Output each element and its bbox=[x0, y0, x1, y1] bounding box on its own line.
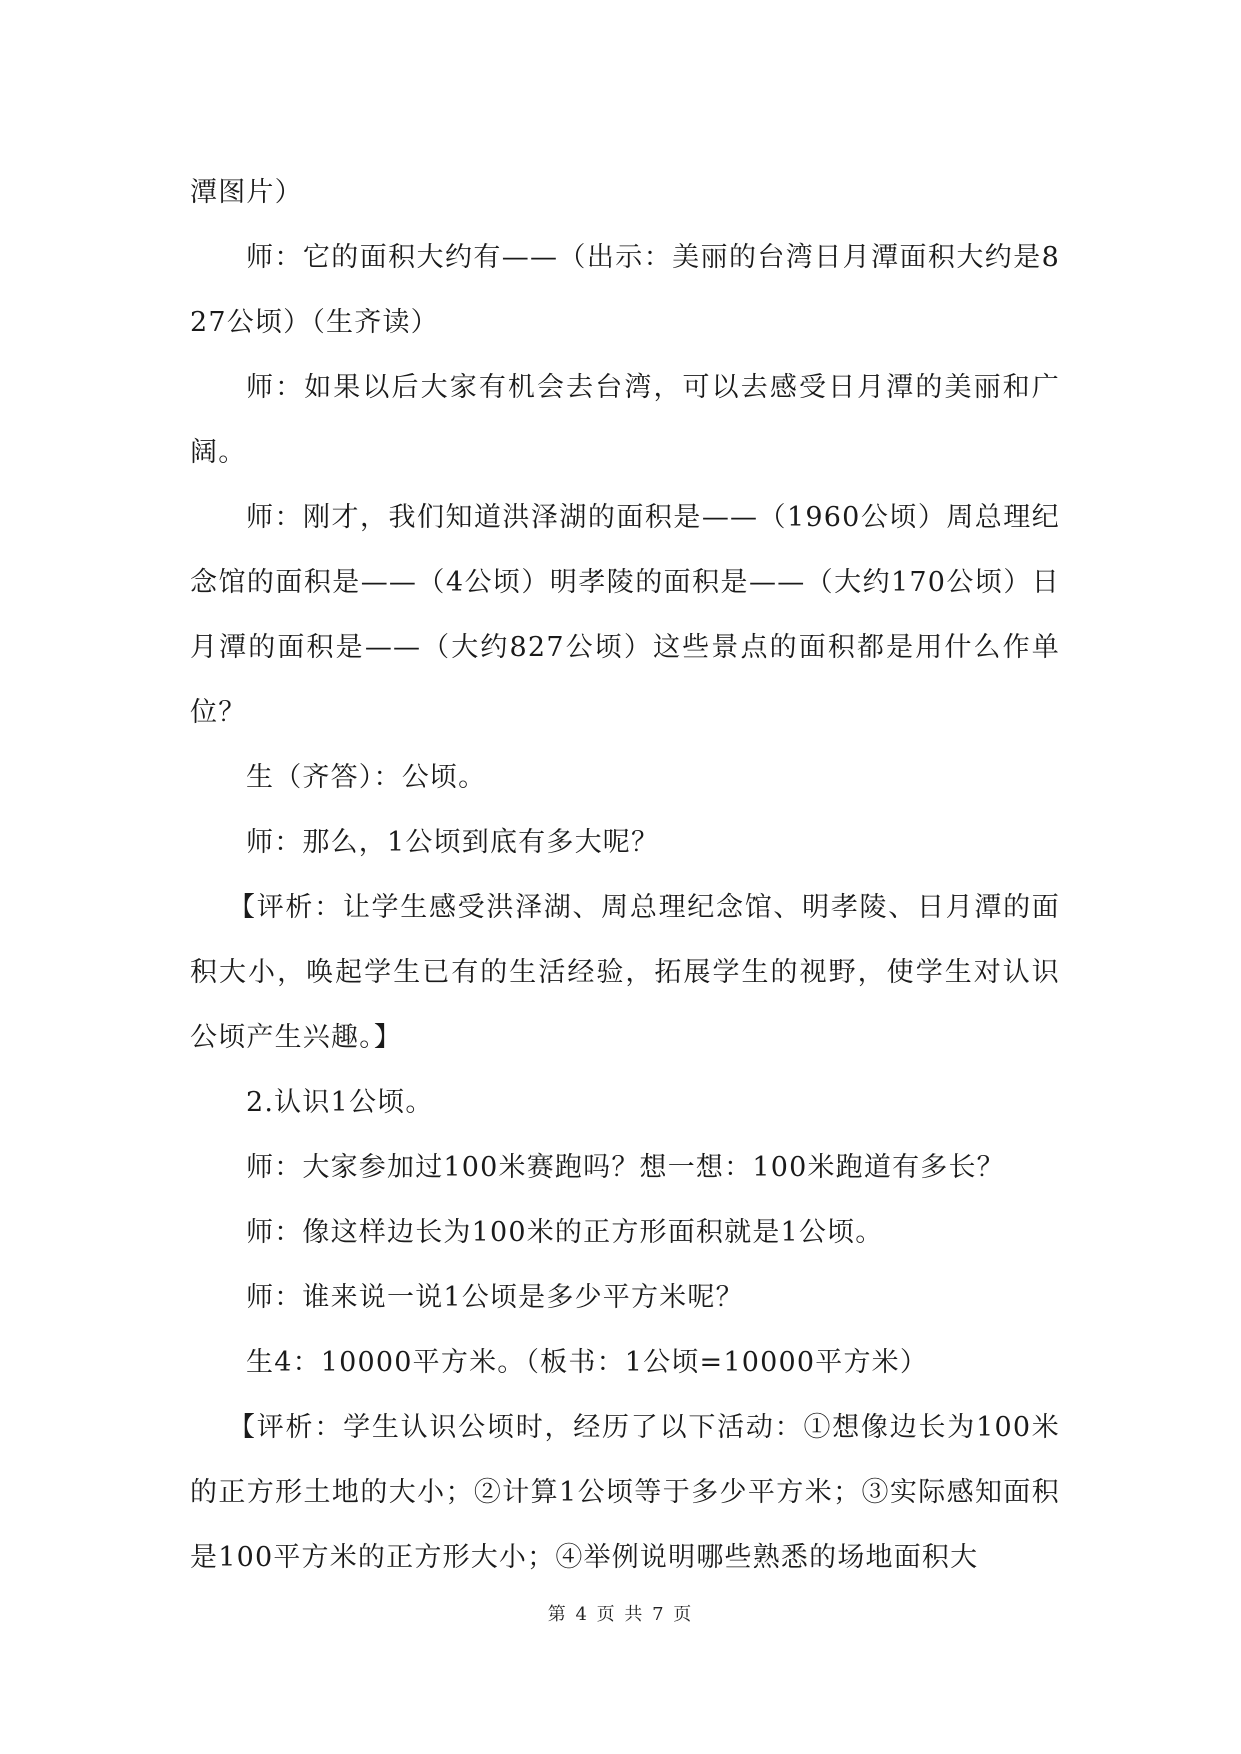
paragraph-10: 师：像这样边长为100米的正方形面积就是1公顷。 bbox=[246, 1217, 884, 1248]
paragraph-3: 师：如果以后大家有机会去台湾，可以去感受日月潭的美丽和广阔。 bbox=[190, 372, 1060, 468]
commentary-1: 【评析：让学生感受洪泽湖、周总理纪念馆、明孝陵、日月潭的面积大小，唤起学生已有的生活经验，拓展学生的视野，使学生对认识公顷产生兴趣。】 bbox=[190, 892, 1060, 1053]
paragraph-1: 潭图片） bbox=[190, 177, 303, 208]
paragraph-9: 师：大家参加过100米赛跑吗？想一想：100米跑道有多长？ bbox=[246, 1152, 1005, 1183]
paragraph-11: 师：谁来说一说1公顷是多少平方米呢？ bbox=[246, 1282, 744, 1313]
paragraph-12: 生4：10000平方米。（板书：1公顷=10000平方米） bbox=[246, 1347, 929, 1378]
document-body bbox=[190, 160, 1060, 1590]
paragraph-2: 师：它的面积大约有——（出示：美丽的台湾日月潭面积大约是827公顷）（生齐读） bbox=[190, 242, 1060, 338]
paragraph-4: 师：刚才，我们知道洪泽湖的面积是——（1960公顷）周总理纪念馆的面积是——（4公顷）明孝陵的面积是——（大约170公顷）日月潭的面积是——（大约827公顷）这些景点的面积都是用什么作单位？ bbox=[190, 502, 1060, 728]
page-footer: 第 4 页 共 7 页 bbox=[547, 1604, 694, 1625]
paragraph-6: 师：那么，1公顷到底有多大呢？ bbox=[246, 827, 660, 858]
commentary-2: 【评析：学生认识公顷时，经历了以下活动：①想像边长为100米的正方形土地的大小；②计算1公顷等于多少平方米；③实际感知面积是100平方米的正方形大小；④举例说明哪些熟悉的场地面积大 bbox=[190, 1412, 1060, 1573]
paragraph-5: 生（齐答）：公顷。 bbox=[246, 762, 487, 793]
section-heading: 2.认识1公顷。 bbox=[246, 1087, 434, 1118]
